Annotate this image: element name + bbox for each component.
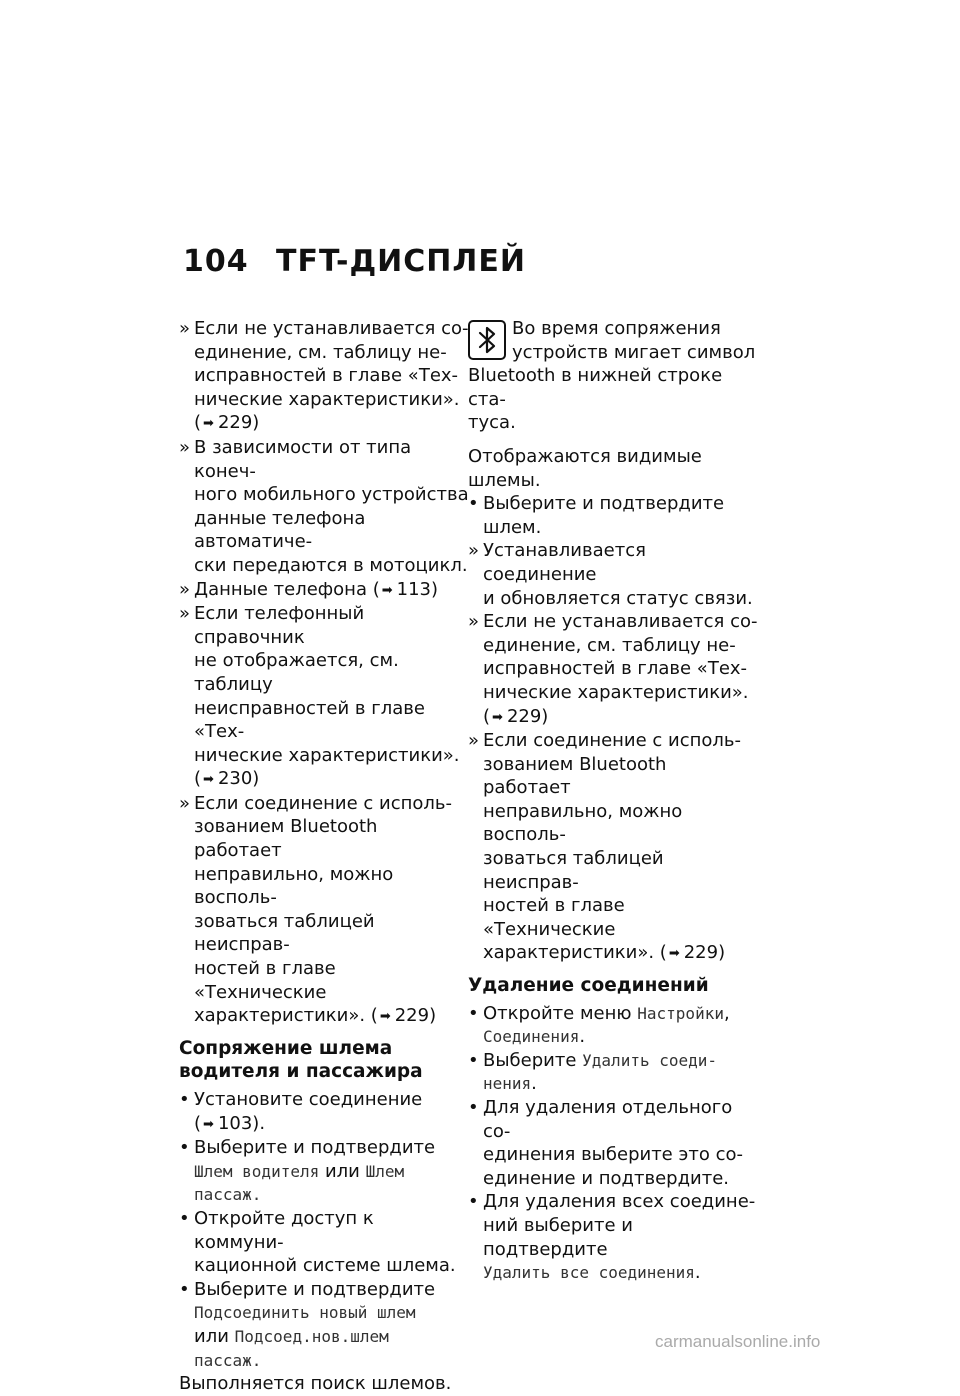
page-ref: 229) xyxy=(217,412,260,434)
result-item: » Если соединение с исполь- зованием Bluetooth работает неправильно, можно восполь- зоваться таблицей неисправ- ностей в главе «Технические характеристики». ( ➡ 229) xyxy=(468,729,758,966)
menu-option: пассаж. xyxy=(194,1185,262,1205)
bullet-item: • Установите соединение ( ➡ 103). xyxy=(179,1088,469,1136)
bullet-item: • Для удаления отдельного со- единения выберите это со- единение и подтвердите. xyxy=(468,1097,743,1189)
page-ref-arrow-icon: ➡ xyxy=(203,416,214,432)
page-ref: 103). xyxy=(217,1112,266,1134)
menu-option: Подсоед.нов.шлем xyxy=(234,1326,389,1346)
page-number: 104 xyxy=(183,244,249,279)
section-heading: Удаление соединений xyxy=(468,975,709,997)
result-marker: » xyxy=(179,318,191,339)
result-item: » Устанавливается соединение и обновляется статус связи. xyxy=(468,540,753,609)
bullet-item: • Выберите и подтвердите Шлем водителя или Шлем пассаж. xyxy=(179,1137,436,1205)
page-ref-arrow-icon: ➡ xyxy=(203,1116,214,1132)
menu-option: пассаж. xyxy=(194,1350,262,1370)
left-column xyxy=(179,317,469,1396)
page-ref: 229) xyxy=(506,705,549,727)
result-item: » Данные телефона ( ➡ 113) xyxy=(179,578,469,603)
bullet-item: • Откройте меню Настройки, Соединения. xyxy=(468,1002,730,1048)
menu-option: Подсоединить новый шлем xyxy=(194,1303,416,1323)
page-ref-arrow-icon: ➡ xyxy=(668,946,680,962)
menu-option: Шлем xyxy=(365,1161,405,1181)
page-ref-arrow-icon: ➡ xyxy=(203,772,214,788)
page-ref: 229) xyxy=(394,1005,437,1027)
bullet-marker: • xyxy=(179,1089,190,1110)
menu-option: нения xyxy=(483,1074,532,1094)
page-ref: 229) xyxy=(683,942,726,964)
bullet-item: • Для удаления всех соедине- ний выберите и подтвердите Удалить все соединения. xyxy=(468,1191,756,1284)
result-text: Выполняется поиск шлемов. xyxy=(179,1373,452,1395)
bullet-item: • Выберите Удалить соеди- нения. xyxy=(468,1049,718,1095)
page-ref: 230) xyxy=(217,768,260,790)
right-column xyxy=(468,317,758,1285)
bullet-item: • Выберите и подтвердите шлем. xyxy=(468,493,725,538)
bluetooth-icon xyxy=(468,320,506,360)
result-item: » В зависимости от типа конеч- ного мобильного устройства данные телефона автоматиче- ски передаются в мотоцикл. xyxy=(179,436,469,576)
menu-option: Шлем водителя xyxy=(194,1161,320,1181)
result-item: » Если телефонный справочник не отображается, см. таблицу неисправностей в главе «Тех- нические характеристики». ( ➡ 230) xyxy=(179,602,469,792)
bluetooth-note: Во время сопряжения устройств мигает символ Bluetooth в нижней строке ста- туса. xyxy=(468,318,756,434)
bullet-item: • Откройте доступ к коммуни- кационной системе шлема. xyxy=(179,1207,456,1277)
section-heading: Сопряжение шлема водителя и пассажира xyxy=(179,1037,423,1083)
menu-option: Удалить все соединения xyxy=(483,1263,695,1283)
menu-option: Удалить соеди- xyxy=(582,1050,718,1070)
page-title: TFT-ДИСПЛЕЙ xyxy=(276,244,526,279)
page-ref-arrow-icon: ➡ xyxy=(379,1009,391,1025)
result-item: » Если не устанавливается со- единение, см. таблицу не- исправностей в главе «Тех- нические характеристики». ( ➡ 229) xyxy=(179,317,469,436)
menu-option: Соединения xyxy=(483,1027,580,1047)
menu-option: Настройки xyxy=(637,1003,724,1023)
result-item: » Если соединение с исполь- зованием Bluetooth работает неправильно, можно восполь- зоваться таблицей неисправ- ностей в главе «Технические характеристики». ( ➡ 229) xyxy=(179,792,469,1029)
result-item: » Если не устанавливается со- единение, см. таблицу не- исправностей в главе «Тех- нические характеристики». ( ➡ 229) xyxy=(468,610,758,729)
paragraph: Отображаются видимые шлемы. xyxy=(468,445,702,491)
page-ref-arrow-icon: ➡ xyxy=(492,709,503,725)
watermark-footer: carmanualsonline.info xyxy=(655,1332,821,1351)
page-ref: 113) xyxy=(396,578,439,600)
bullet-item: • Выберите и подтвердите Подсоединить новый шлем или Подсоед.нов.шлем пассаж. xyxy=(179,1278,436,1370)
page-ref-arrow-icon: ➡ xyxy=(381,582,393,598)
